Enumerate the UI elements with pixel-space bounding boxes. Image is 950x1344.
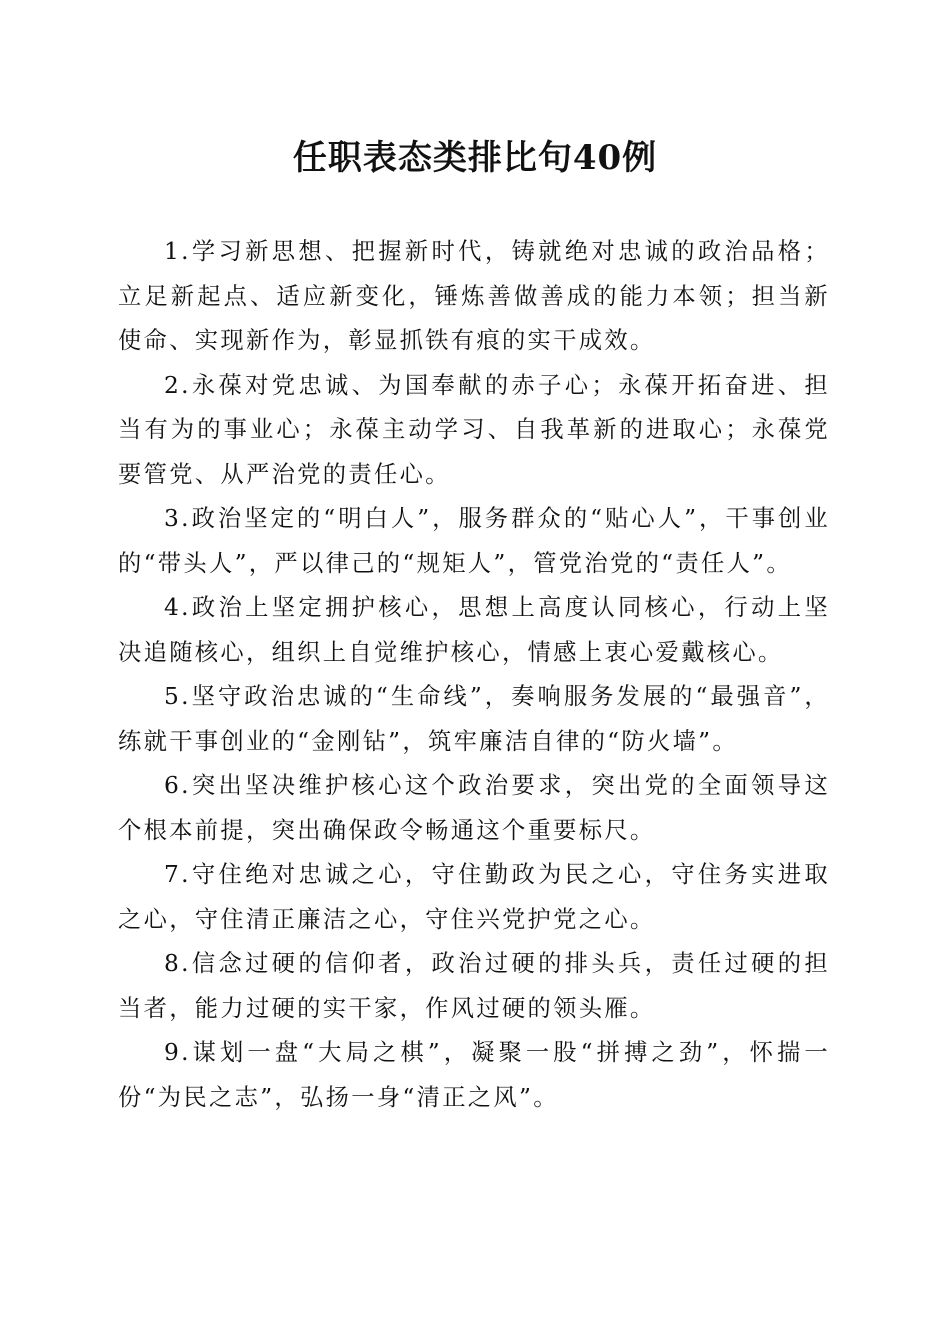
- paragraph-6: 6.突出坚决维护核心这个政治要求，突出党的全面领导这个根本前提，突出确保政令畅通这个重要标尺。: [118, 772, 830, 844]
- paragraph-5: 5.坚守政治忠诚的“生命线”，奏响服务发展的“最强音”，练就干事创业的“金刚钻”，筑牢廉洁自律的“防火墙”。: [118, 683, 830, 755]
- paragraph-7: 7.守住绝对忠诚之心，守住勤政为民之心，守住务实进取之心，守住清正廉洁之心，守住兴党护党之心。: [118, 861, 830, 933]
- paragraph-2: 2.永葆对党忠诚、为国奉献的赤子心；永葆开拓奋进、担当有为的事业心；永葆主动学习、自我革新的进取心；永葆党要管党、从严治党的责任心。: [118, 371, 830, 488]
- paragraph-8: 8.信念过硬的信仰者，政治过硬的排头兵，责任过硬的担当者，能力过硬的实干家，作风过硬的领头雁。: [118, 950, 830, 1022]
- document-body: [118, 230, 830, 1120]
- paragraph-9: 9.谋划一盘“大局之棋”，凝聚一股“拼搏之劲”，怀揣一份“为民之志”，弘扬一身“清正之风”。: [118, 1039, 830, 1111]
- paragraph-3: 3.政治坚定的“明白人”，服务群众的“贴心人”，干事创业的“带头人”，严以律己的“规矩人”，管党治党的“责任人”。: [118, 505, 830, 577]
- document-title: 任职表态类排比句40例: [292, 138, 658, 178]
- paragraph-1: 1.学习新思想、把握新时代，铸就绝对忠诚的政治品格；立足新起点、适应新变化，锤炼善做善成的能力本领；担当新使命、实现新作为，彰显抓铁有痕的实干成效。: [118, 238, 830, 354]
- paragraph-4: 4.政治上坚定拥护核心，思想上高度认同核心，行动上坚决追随核心，组织上自觉维护核心，情感上衷心爱戴核心。: [118, 594, 830, 666]
